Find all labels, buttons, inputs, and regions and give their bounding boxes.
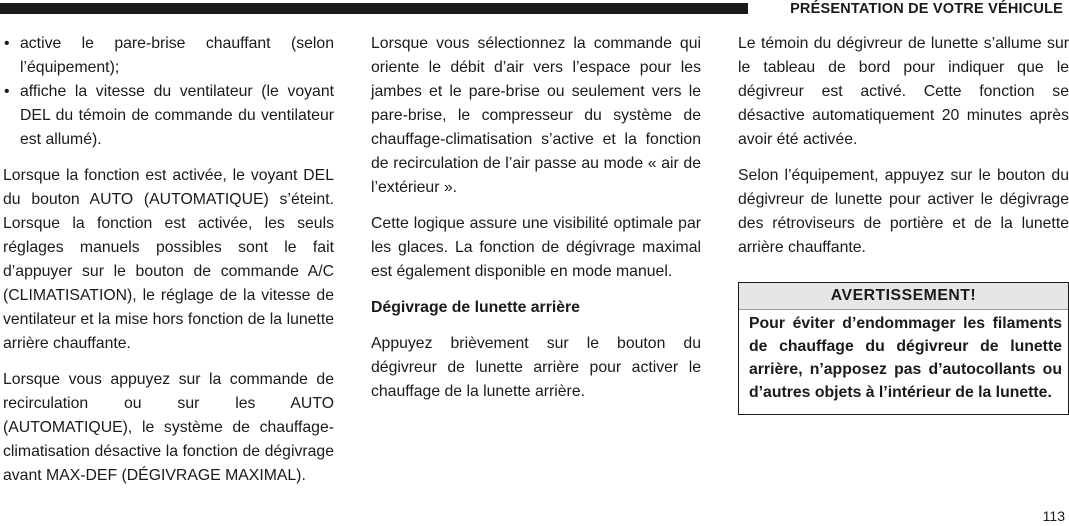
paragraph: Cette logique assure une visibilité optimale par les glaces. La fonction de dégivrage maximal est également disponible en mode manuel. (371, 215, 701, 280)
paragraph: Le témoin du dégivreur de lunette s’allume sur le tableau de bord pour indiquer que le dégivreur est activé. Cette fonction se désactive automatiquement 20 minutes après avoir été activée. (738, 35, 1069, 148)
section-title: PRÉSENTATION DE VOTRE VÉHICULE (790, 1, 1063, 17)
text-column-right (738, 32, 1069, 415)
bullet-item: • affiche la vitesse du ventilateur (le voyant DEL du témoin de commande du ventilateur est allumé). (3, 80, 334, 152)
bullet-item: • active le pare-brise chauffant (selon l’équipement); (3, 32, 334, 80)
warning-box (738, 282, 1069, 415)
paragraph: Lorsque la fonction est activée, le voyant DEL du bouton AUTO (AUTOMATIQUE) s’éteint. Lorsque la fonction est activée, les seuls réglages manuels possibles sont le fait d’appuyer sur le bouton de commande A/C (CLIMATISATION), le réglage de la vitesse de ventilateur et la mise hors fonction de la lunette arrière chauffante. (3, 167, 334, 352)
paragraph: Selon l’équipement, appuyez sur le bouton du dégivreur de lunette pour activer le dégivrage des rétroviseurs de portière et de la lunette arrière chauffante. (738, 167, 1069, 256)
header-rule (0, 3, 748, 14)
warning-title: AVERTISSEMENT! (739, 283, 1068, 310)
bullet-list (3, 32, 334, 152)
page-number: 113 (1042, 508, 1065, 524)
subheading: Dégivrage de lunette arrière (371, 299, 580, 316)
paragraph: Lorsque vous sélectionnez la commande qui oriente le débit d’air vers l’espace pour les jambes et le pare-brise ou seulement vers le pare-brise, le compresseur du système de chauffage-climatisation s’active et la fonction de recirculation de l’air passe au mode « air de l’extérieur ». (371, 35, 701, 196)
paragraph: Appuyez brièvement sur le bouton du dégivreur de lunette arrière pour activer le chauffage de la lunette arrière. (371, 335, 701, 400)
text-column-left (3, 32, 334, 500)
warning-text: Pour éviter d’endommager les filaments de chauffage du dégivreur de lunette arrière, n’apposez pas d’autocollants ou d’autres objets à l’intérieur de la lunette. (749, 315, 1062, 401)
text-column-middle (371, 32, 701, 416)
paragraph: Lorsque vous appuyez sur la commande de recirculation ou sur les AUTO (AUTOMATIQUE), le système de chauffage-climatisation désactive la fonction de dégivrage avant MAX-DEF (DÉGIVRAGE MAXIMAL). (3, 371, 334, 484)
